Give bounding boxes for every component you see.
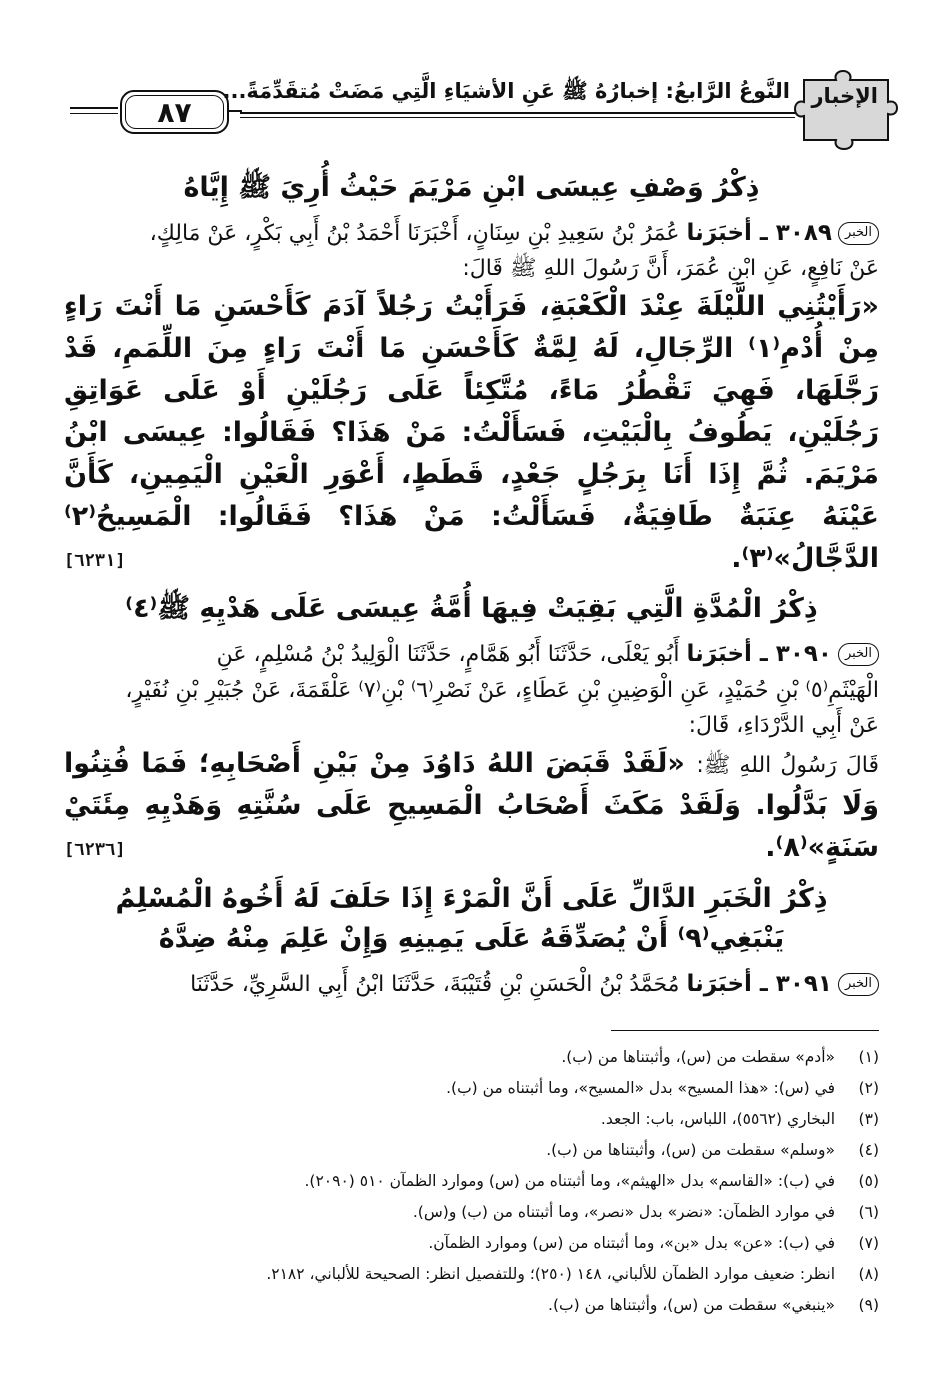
footnote: (٣)البخاري (٥٥٦٢)، اللباس، باب: الجعد. — [600, 1110, 879, 1128]
section-label: الإخبار — [811, 84, 878, 108]
khabar-badge: الخبر — [838, 222, 879, 245]
footnote: (٦)في موارد الظمآن: «نضر» بدل «نصر»، وما أثبتناه من (ب) و(س). — [412, 1203, 879, 1221]
hadith-text: قَالَ رَسُولُ اللهِ ﷺ: «لَقَدْ قَبَضَ اللهُ دَاوُدَ مِنْ بَيْنِ أَصْحَابِهِ؛ فَمَا فُتِنُوا وَلَا بَدَّلُوا. وَلَقَدْ مَكَثَ أَصْحَابُ الْمَسِيحِ عَلَى سُنَّتِهِ وَهَدْيِهِ مِئَتَيْ سَنَةٍ»⁽٨⁾. [٦٢٣٦] — [64, 748, 879, 863]
isnad-text: عَنْ نَافِعٍ، عَنِ ابْنِ عُمَرَ، أَنَّ رَسُولَ اللهِ ﷺ قَالَ: — [462, 256, 879, 282]
header-underline — [240, 112, 795, 114]
footnote: (١)«أدم» سقطت من (س)، وأثبتناها من (ب). — [561, 1048, 879, 1066]
isnad-text: عُمَرُ بْنُ سَعِيدِ بْنِ سِنَانٍ، أَخْبَرَنَا أَحْمَدُ بْنُ أَبِي بَكْرٍ، عَنْ مَالِكٍ، — [149, 220, 680, 246]
page-number: ٨٧ — [120, 90, 229, 134]
isnad-text: عَنْ أَبِي الدَّرْدَاءِ، قَالَ: — [688, 712, 879, 738]
isnad-text: الْهَيْثَمِ⁽٥⁾ بْنِ حُمَيْدٍ، عَنِ الْوَضِينِ بْنِ عَطَاءٍ، عَنْ نَصْرِ⁽٦⁾ بْنِ⁽٧⁾ عَلْقَمَةَ، عَنْ جُبَيْرِ بْنِ نُفَيْرٍ، — [125, 677, 879, 703]
khabar-badge: الخبر — [838, 643, 879, 666]
khabar-badge: الخبر — [838, 973, 879, 996]
header-underline — [240, 117, 795, 118]
footnote: (٢)في (س): «هذا المسيح» بدل «المسيح»، وما أثبتناه من (ب). — [446, 1079, 879, 1097]
footnotes — [69, 1042, 879, 1321]
footnote: (٨)انظر: ضعيف موارد الظمآن للألباني، ١٤٨ (٢٥٠)؛ وللتفصيل انظر: الصحيحة للألباني، ٢١٨٢. — [266, 1265, 879, 1283]
running-title: النَّوعُ الرَّابعُ: إخبارُهُ ﷺ عَنِ الأشيَاءِ الَّتِي مَضَتْ مُتقَدِّمَةً... — [222, 79, 790, 103]
footnote: (٩)«ينبغي» سقطت من (س)، وأثبتناها من (ب). — [548, 1296, 879, 1314]
isnad-text: أَبُو يَعْلَى، حَدَّثَنَا أَبُو هَمَّامٍ، حَدَّثَنَا الْوَلِيدُ بْنُ مُسْلِمٍ، عَنِ — [216, 641, 680, 667]
reference-number: [٦٢٣١] — [64, 550, 126, 571]
reference-number: [٦٢٣٦] — [64, 839, 126, 860]
footnote: (٤)«وسلم» سقطت من (س)، وأثبتناها من (ب). — [546, 1141, 879, 1159]
header-rule — [70, 113, 118, 114]
chapter-title: يَنْبَغِي⁽٩⁾ أَنْ يُصَدِّقَهُ عَلَى يَمِينِهِ وَإِنْ عَلِمَ مِنْهُ ضِدَّهُ — [158, 923, 785, 955]
header-rule — [70, 107, 118, 109]
hadith-number: ٣٠٩١ ـ أخبَرَنا — [686, 970, 832, 997]
hadith-number: ٣٠٩٠ ـ أخبَرَنا — [686, 640, 832, 667]
isnad — [64, 636, 879, 673]
hadith-number: ٣٠٨٩ ـ أخبَرَنا — [686, 219, 832, 246]
isnad — [64, 215, 879, 252]
page-content — [64, 158, 879, 1002]
chapter-title: ذِكْرُ وَصْفِ عِيسَى ابْنِ مَرْيَمَ حَيْثُ أُرِيَ ﷺ إِيَّاهُ — [183, 172, 760, 203]
chapter-title: ذِكْرُ الْخَبَرِ الدَّالِّ عَلَى أَنَّ الْمَرْءَ إِذَا حَلَفَ لَهُ أَخُوهُ الْمُسْلِمُ — [115, 882, 828, 914]
footnote-separator — [611, 1030, 879, 1031]
isnad — [64, 966, 879, 1003]
hadith-text: «رَأَيْتُنِي اللَّيْلَةَ عِنْدَ الْكَعْبَةِ، فَرَأَيْتُ رَجُلاً آدَمَ كَأَحْسَنِ مَا أَنْتَ رَاءٍ مِنْ أُدْمِ⁽١⁾ الرِّجَالِ، لَهُ لِمَّةٌ كَأَحْسَنِ مَا أَنْتَ رَاءٍ مِنَ اللِّمَمِ، قَدْ رَجَّلَهَا، فَهِيَ تَقْطُرُ مَاءً، مُتَّكِئاً عَلَى رَجُلَيْنِ أَوْ عَلَى عَوَاتِقِ رَجُلَيْنِ، يَطُوفُ بِالْبَيْتِ، فَسَأَلْتُ: مَنْ هَذَا؟ فَقَالُوا: عِيسَى ابْنُ مَرْيَمَ. ثُمَّ إِذَا أَنَا بِرَجُلٍ جَعْدٍ، قَطَطٍ، أَعْوَرِ الْعَيْنِ الْيَمِينِ، كَأَنَّ عَيْنَهُ عِنَبَةٌ طَافِيَةٌ، فَسَأَلْتُ: مَنْ هَذَا؟ فَقَالُوا: الْمَسِيحُ⁽٢⁾ الدَّجَّالُ»⁽٣⁾. [٦٢٣١] — [64, 291, 879, 574]
running-header — [70, 70, 890, 140]
footnote: (٥)في (ب): «القاسم» بدل «الهيثم»، وما أثبتناه من (س) وموارد الظمآن ٥١٠ (٢٠٩٠). — [304, 1172, 879, 1190]
footnote: (٧)في (ب): «عن» بدل «بن»، وما أثبتناه من (س) وموارد الظمآن. — [428, 1234, 879, 1252]
isnad-text: مُحَمَّدُ بْنُ الْحَسَنِ بْنِ قُتَيْبَةَ، حَدَّثَنَا ابْنُ أَبِي السَّرِيِّ، حَدَّثَنَا — [190, 971, 680, 997]
chapter-title: ذِكْرُ الْمُدَّةِ الَّتِي بَقِيَتْ فِيهَا أُمَّةُ عِيسَى عَلَى هَدْيِهِ ﷺ⁽٤⁾ — [125, 593, 818, 625]
hadith-lead: قَالَ رَسُولُ اللهِ ﷺ: — [696, 753, 879, 779]
